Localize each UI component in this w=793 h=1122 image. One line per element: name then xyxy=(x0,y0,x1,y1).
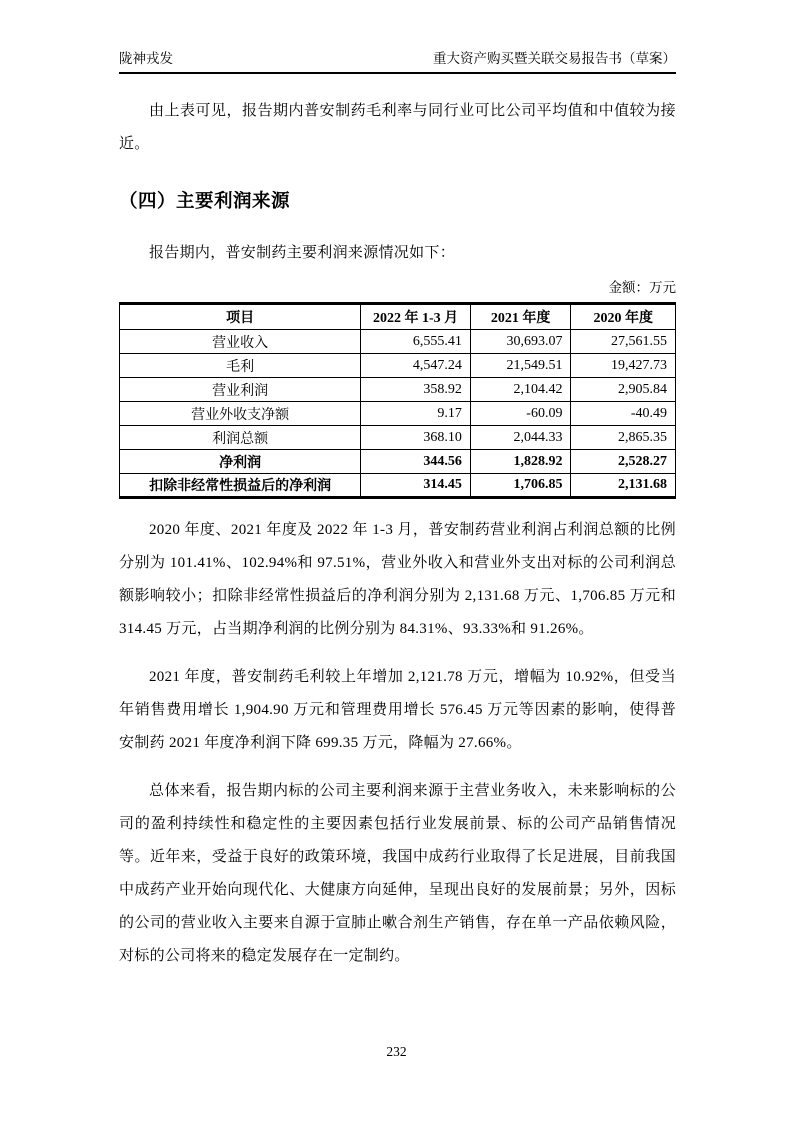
row-label: 营业外收支净额 xyxy=(120,402,361,426)
row-label: 毛利 xyxy=(120,354,361,378)
page-number: 232 xyxy=(386,1044,407,1059)
row-value: 358.92 xyxy=(361,378,471,402)
column-header-2021: 2021 年度 xyxy=(470,304,571,330)
table-row xyxy=(120,330,676,354)
header-company-name: 陇神戎发 xyxy=(119,51,173,66)
column-header-2022: 2022 年 1-3 月 xyxy=(361,304,471,330)
row-value: 9.17 xyxy=(361,402,471,426)
summary-paragraph: 总体来看，报告期内标的公司主要利润来源于主营业务收入，未来影响标的公司的盈利持续性和稳定性的主要因素包括行业发展前景、标的公司产品销售情况等。近年来，受益于良好的政策环境，我国中成药行业取得了长足进展，目前我国中成药产业开始向现代化、大健康方向延伸，呈现出良好的发展前景；另外，因标的公司的营业收入主要来自源于宣肺止嗽合剂生产销售，存在单一产品依赖风险，对标的公司将来的稳定发展存在一定制约。 xyxy=(119,783,676,964)
table-row xyxy=(120,402,676,426)
table-row-net-profit xyxy=(120,450,676,474)
row-label: 扣除非经常性损益后的净利润 xyxy=(120,474,361,498)
row-value: 30,693.07 xyxy=(470,330,571,354)
row-value: 344.56 xyxy=(361,450,471,474)
row-value: -60.09 xyxy=(470,402,571,426)
row-value: 2,104.42 xyxy=(470,378,571,402)
intro-paragraph: 由上表可见，报告期内普安制药毛利率与同行业可比公司平均值和中值较为接近。 xyxy=(119,103,676,152)
row-value: 1,706.85 xyxy=(470,474,571,498)
row-value: 2,905.84 xyxy=(571,378,676,402)
row-value: 19,427.73 xyxy=(571,354,676,378)
row-label: 利润总额 xyxy=(120,426,361,450)
row-value: 314.45 xyxy=(361,474,471,498)
row-value: 2,865.35 xyxy=(571,426,676,450)
row-value: -40.49 xyxy=(571,402,676,426)
table-row xyxy=(120,426,676,450)
row-label: 净利润 xyxy=(120,450,361,474)
row-value: 368.10 xyxy=(361,426,471,450)
analysis-2021-paragraph: 2021 年度，普安制药毛利较上年增加 2,121.78 万元，增幅为 10.92%，但受当年销售费用增长 1,904.90 万元和管理费用增长 576.45 万元等因素的影响，使得普安制药 2021 年度净利润下降 699.35 万元，降幅为 27.66%。 xyxy=(119,669,676,751)
row-value: 6,555.41 xyxy=(361,330,471,354)
row-value: 1,828.92 xyxy=(470,450,571,474)
column-header-item: 项目 xyxy=(120,304,361,330)
section-heading: （四）主要利润来源 xyxy=(119,190,291,211)
row-value: 2,131.68 xyxy=(571,474,676,498)
running-header xyxy=(119,50,676,74)
row-value: 2,044.33 xyxy=(470,426,571,450)
row-value: 21,549.51 xyxy=(470,354,571,378)
row-label: 营业利润 xyxy=(120,378,361,402)
table-row-net-profit-deducted xyxy=(120,474,676,498)
analysis-ratio-paragraph: 2020 年度、2021 年度及 2022 年 1-3 月，普安制药营业利润占利润总额的比例分别为 101.41%、102.94%和 97.51%，营业外收入和营业外支出对标的公司利润总额影响较小；扣除非经常性损益后的净利润分别为 2,131.68 万元、1,706.85 万元和 314.45 万元，占当期净利润的比例分别为 84.31%、93.33%和 91.26%。 xyxy=(119,522,676,637)
table-row xyxy=(120,354,676,378)
table-header-row xyxy=(120,304,676,330)
row-value: 27,561.55 xyxy=(571,330,676,354)
table-row xyxy=(120,378,676,402)
row-label: 营业收入 xyxy=(120,330,361,354)
table-unit-label: 金额：万元 xyxy=(608,280,676,295)
row-value: 2,528.27 xyxy=(571,450,676,474)
profit-source-table xyxy=(119,302,676,499)
row-value: 4,547.24 xyxy=(361,354,471,378)
lead-paragraph: 报告期内，普安制药主要利润来源情况如下： xyxy=(149,245,456,261)
column-header-2020: 2020 年度 xyxy=(571,304,676,330)
header-document-title: 重大资产购买暨关联交易报告书（草案） xyxy=(433,51,676,66)
